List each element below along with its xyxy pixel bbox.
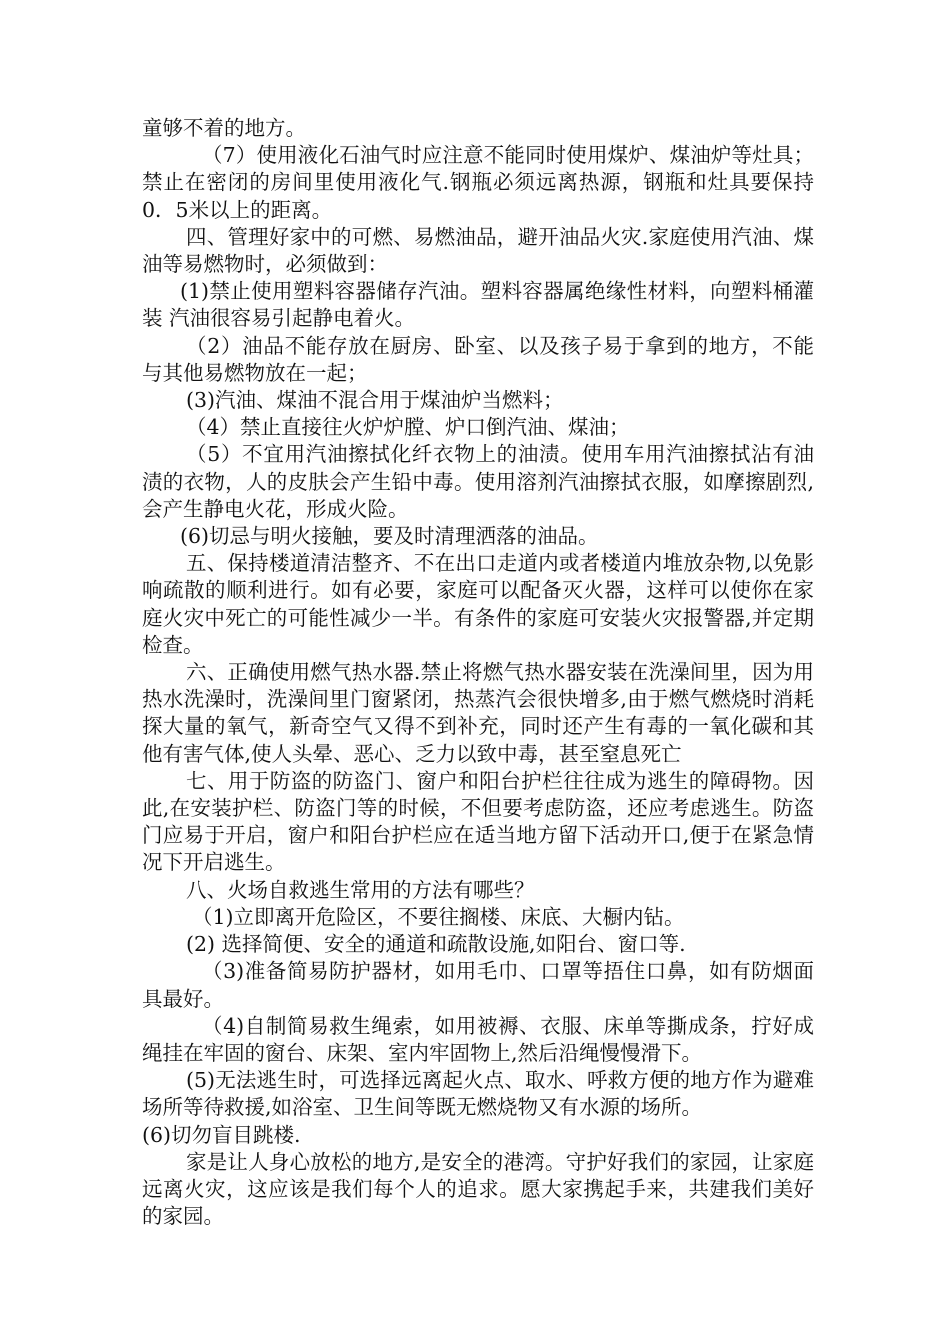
paragraph-6: (3)汽油、煤油不混合用于煤油炉当燃料；	[186, 388, 564, 413]
paragraph-3: 四、管理好家中的可燃、易燃油品，避开油品火灾.家庭使用汽油、煤油等易燃物时，必须做到：	[142, 224, 814, 277]
paragraph-2: （7）使用液化石油气时应注意不能同时使用煤炉、煤油炉等灶具；禁止在密闭的房间里使用液化气.钢瓶必须远离热源，钢瓶和灶具要保持 0．5米以上的距离。	[142, 143, 814, 222]
paragraph-20: 家是让人身心放松的地方,是安全的港湾。守护好我们的家园，让家庭远离火灾，这应该是我们每个人的追求。愿大家携起手来，共建我们美好的家园。	[142, 1149, 814, 1229]
paragraph-17: （4)自制简易救生绳索，如用被褥、衣服、床单等撕成条，拧好成绳挂在牢固的窗台、床架、室内牢固物上,然后沿绳慢慢滑下。	[142, 1013, 814, 1065]
paragraph-14: （1)立即离开危险区，不要往搁楼、床底、大橱内钻。	[192, 904, 685, 929]
paragraph-18: (5)无法逃生时，可选择远离起火点、取水、呼救方便的地方作为避难场所等待救援,如浴室、卫生间等既无燃烧物又有水源的场所。	[142, 1068, 814, 1120]
paragraph-10: 五、保持楼道清洁整齐、不在出口走道内或者楼道内堆放杂物,以免影响疏散的顺利进行。如有必要，家庭可以配备灭火器，这样可以使你在家庭火灾中死亡的可能性减少一半。有条件的家庭可安装火灾报警器,并定期检查。	[142, 551, 814, 657]
paragraph-7: （4）禁止直接往火炉炉膛、炉口倒汽油、煤油；	[186, 415, 630, 440]
paragraph-16: （3)准备简易防护器材，如用毛巾、口罩等捂住口鼻，如有防烟面具最好。	[142, 959, 814, 1011]
paragraph-19: (6)切勿盲目跳楼.	[142, 1122, 301, 1147]
paragraph-5: （2）油品不能存放在厨房、卧室、以及孩子易于拿到的地方，不能与其他易燃物放在一起；	[142, 333, 814, 385]
paragraph-1: 童够不着的地方。	[142, 116, 306, 140]
paragraph-11: 六、正确使用燃气热水器.禁止将燃气热水器安装在洗澡间里，因为用热水洗澡时，洗澡间里门窗紧闭，热蒸汽会很快增多,由于燃气燃烧时消耗探大量的氧气，新奇空气又得不到补充，同时还产生有毒的一氧化碳和其他有害气体,使人头晕、恶心、乏力以致中毒，甚至窒息死亡	[142, 660, 814, 766]
paragraph-4: (1)禁止使用塑料容器储存汽油。塑料容器属绝缘性材料，向塑料桶灌装 汽油很容易引起静电着火。	[142, 279, 814, 331]
paragraph-9: (6)切忌与明火接触，要及时清理洒落的油品。	[180, 524, 599, 549]
document-body	[142, 115, 814, 1230]
paragraph-12: 七、用于防盗的防盗门、窗户和阳台护栏往往成为逃生的障碍物。因此,在安装护栏、防盗门等的时候，不但要考虑防盗，还应考虑逃生。防盗门应易于开启，窗户和阳台护栏应在适当地方留下活动开口,便于在紧急情况下开启逃生。	[142, 768, 814, 875]
paragraph-13: 八、火场自救逃生常用的方法有哪些？	[186, 877, 535, 902]
paragraph-8: （5）不宜用汽油擦拭化纤衣物上的油渍。使用车用汽油擦拭沾有油渍的衣物，人的皮肤会产生铅中毒。使用溶剂汽油擦拭衣服，如摩擦剧烈,会产生静电火花，形成火险。	[142, 442, 814, 521]
paragraph-15: (2) 选择简便、安全的通道和疏散设施,如阳台、窗口等.	[186, 932, 686, 957]
